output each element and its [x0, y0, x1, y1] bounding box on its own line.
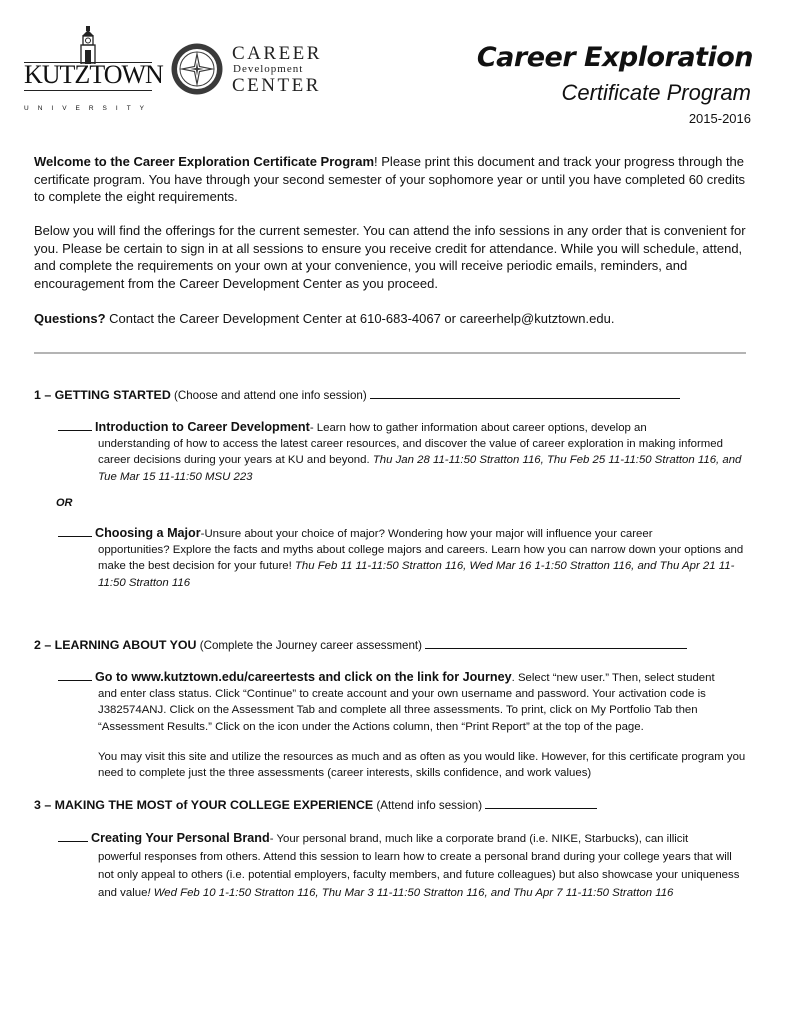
logo-wordmark: KUTZTOWN — [24, 60, 163, 89]
section-2-item-journey — [58, 669, 748, 735]
item-title: Creating Your Personal Brand — [91, 831, 270, 845]
section-3-title: 3 – MAKING THE MOST of YOUR COLLEGE EXPERIENCE — [34, 798, 374, 812]
section-2-heading — [34, 637, 687, 652]
questions-contact: Contact the Career Development Center at 610-683-4067 or careerhelp@kutztown.edu. — [105, 311, 615, 326]
cdc-line-development: Development — [233, 63, 304, 75]
academic-year: 2015-2016 — [688, 111, 751, 126]
page-subtitle: Certificate Program — [561, 80, 751, 105]
section-1-title: 1 – GETTING STARTED — [34, 388, 171, 402]
logo-university: UNIVERSITY — [24, 105, 154, 112]
section-3-item-personal-brand — [58, 829, 748, 902]
welcome-heading: Welcome to the Career Exploration Certificate Program — [34, 154, 375, 169]
section-3-signature-line — [485, 797, 597, 809]
career-development-center-logo — [170, 42, 320, 98]
checkoff-blank — [58, 831, 88, 842]
item-description-continued — [58, 436, 748, 485]
section-1-item-choosing-major — [58, 525, 748, 591]
item-continued-text: powerful responses from others. Attend this session to learn how to create a personal brand during your college years that will not only appeal to others (i.e. potential employers, faculty members, and future colleagues) but also showcase your uniqueness and value — [98, 851, 740, 899]
checkoff-blank — [58, 526, 92, 537]
section-divider — [34, 352, 746, 354]
section-1-signature-line — [370, 387, 680, 399]
item-description: -Unsure about your choice of major? Wondering how your major will influence your career — [200, 528, 653, 540]
checkoff-blank — [58, 670, 92, 681]
section-2-title: 2 – LEARNING ABOUT YOU — [34, 638, 197, 652]
section-3-heading — [34, 797, 597, 812]
item-description-continued — [58, 848, 748, 902]
item-title: Introduction to Career Development — [95, 420, 310, 434]
cdc-wordmark — [232, 44, 322, 95]
item-title: Choosing a Major — [95, 526, 201, 540]
item-session-dates: Thu Jan 28 11-11:50 Stratton 116, Thu Feb 25 11-11:50 Stratton 116, and Tue Mar 15 11-11:50 MSU 223 — [98, 454, 742, 483]
item-description: . Select “new user.” Then, select student — [511, 672, 715, 684]
compass-icon — [170, 42, 224, 96]
section-2-instruction: (Complete the Journey career assessment) — [196, 639, 426, 652]
questions-label: Questions? — [34, 311, 106, 326]
section-1-heading — [34, 387, 680, 402]
section-3-instruction: (Attend info session) — [373, 799, 486, 812]
page-title: Career Exploration — [476, 42, 753, 73]
logo-rule-middle — [24, 90, 152, 91]
item-session-dates: ! Wed Feb 10 1-1:50 Stratton 116, Thu Mar 3 11-11:50 Stratton 116, and Thu Apr 7 11-11:50 Stratton 116 — [147, 887, 674, 899]
section-2-note: You may visit this site and utilize the resources as much and as often as you would like. However, for this certificate program you need to complete just the three assessments (career interests, skills confidence, and work values) — [98, 751, 746, 780]
item-description-continued: and enter class status. Click “Continue” to create account and your own username and password. Your activation code is J382574ANJ. Click on the Assessment Tab and complete all three assessments. To print, click on My Portfolio Tab then “Assessment Results.” Click on the icon under the Actions column, then “Print Report” at the top of the page. — [98, 688, 706, 733]
clock-tower-icon — [78, 26, 98, 64]
section-1-item-intro-career-dev — [58, 419, 748, 485]
cdc-line-career: CAREER — [232, 43, 322, 64]
item-description: - Learn how to gather information about career options, develop an — [309, 422, 647, 434]
questions-paragraph — [34, 310, 756, 328]
cdc-line-center: CENTER — [232, 75, 321, 96]
welcome-text: ! Please print this document and track your progress through the certificate program. You have through your second semester of your sophomore year or until you have completed 60 credits to complete the eight requirements. — [34, 154, 746, 204]
checkoff-blank — [58, 420, 92, 431]
item-session-dates: Thu Feb 11 11-11:50 Stratton 116, Wed Mar 16 1-1:50 Stratton 116, and Thu Apr 21 11-11:50 Stratton 116 — [98, 560, 735, 589]
item-title: Go to www.kutztown.edu/careertests and click on the link for Journey — [95, 670, 512, 684]
item-continued-text: understanding of how to access the latest career resources, and discover the value of career exploration in making informed career decisions during your years at KU and beyond. — [98, 438, 723, 467]
kutztown-university-logo — [24, 26, 163, 112]
or-separator: OR — [56, 497, 73, 509]
item-description-continued — [58, 542, 748, 591]
item-description: - Your personal brand, much like a corporate brand (i.e. NIKE, Starbucks), can illicit — [269, 833, 689, 845]
item-continued-text: opportunities? Explore the facts and myths about college majors and careers. Learn how you can narrow down your options and make the best decision for your future! — [98, 544, 744, 573]
welcome-paragraph — [34, 153, 756, 206]
section-1-instruction: (Choose and attend one info session) — [170, 389, 370, 402]
offerings-paragraph: Below you will find the offerings for the current semester. You can attend the info sessions in any order that is convenient for you. Please be certain to sign in at all sessions to ensure you receive credit for attendance. While you will schedule, attend, and complete the requirements on your own at your convenience, you will receive periodic emails, reminders, and encouragement from the Career Development Center as you proceed. — [34, 223, 746, 291]
section-2-signature-line — [425, 637, 687, 649]
